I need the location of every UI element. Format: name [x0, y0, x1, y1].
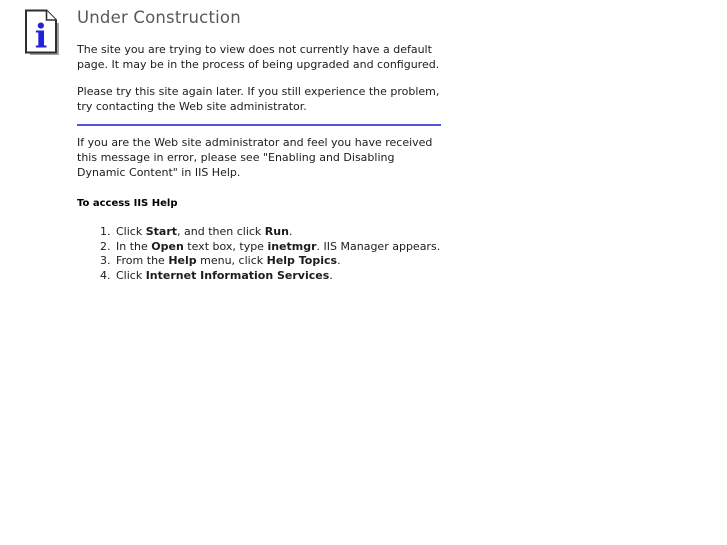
help-step-item [114, 269, 441, 284]
step-keyword: Internet Information Services [145, 268, 330, 282]
icon-folded-corner [47, 11, 57, 21]
paragraph-administrator-note: If you are the Web site administrator and feel you have received this message in error, please see "Enabling and Disabling Dynamic Content" in IIS Help. [77, 136, 433, 179]
step-text: menu, click [196, 254, 267, 268]
step-text: In the [116, 239, 152, 253]
page-title: Under Construction [77, 8, 241, 27]
step-keyword: inetmgr [267, 239, 317, 253]
iis-help-steps-list [77, 225, 441, 283]
step-text: . [288, 225, 293, 239]
paragraph-try-later: Please try this site again later. If you still experience the problem, try contacting the Web site administrator. [77, 85, 440, 113]
help-step-item [114, 225, 441, 240]
divider-rule [77, 124, 441, 126]
main-content [77, 0, 441, 284]
info-document-icon [24, 9, 60, 57]
help-heading: To access IIS Help [77, 198, 178, 210]
step-text: . [337, 254, 341, 268]
step-text: , and then click [177, 225, 265, 239]
step-text: . [329, 268, 333, 282]
icon-info-glyph: i [34, 16, 48, 56]
help-step-item [114, 240, 441, 255]
step-keyword: Help [168, 254, 197, 268]
step-text: Click [116, 225, 146, 239]
step-keyword: Open [151, 239, 184, 253]
step-text: Click [116, 268, 146, 282]
step-text: . IIS Manager appears. [316, 239, 441, 253]
step-keyword: Start [145, 225, 178, 239]
step-keyword: Run [264, 225, 289, 239]
step-text: text box, type [183, 239, 268, 253]
step-text: From the [116, 254, 169, 268]
step-keyword: Help Topics [266, 254, 338, 268]
help-step-item [114, 254, 441, 269]
paragraph-default-page: The site you are trying to view does not currently have a default page. It may be in the process of being upgraded and configured. [77, 43, 440, 71]
